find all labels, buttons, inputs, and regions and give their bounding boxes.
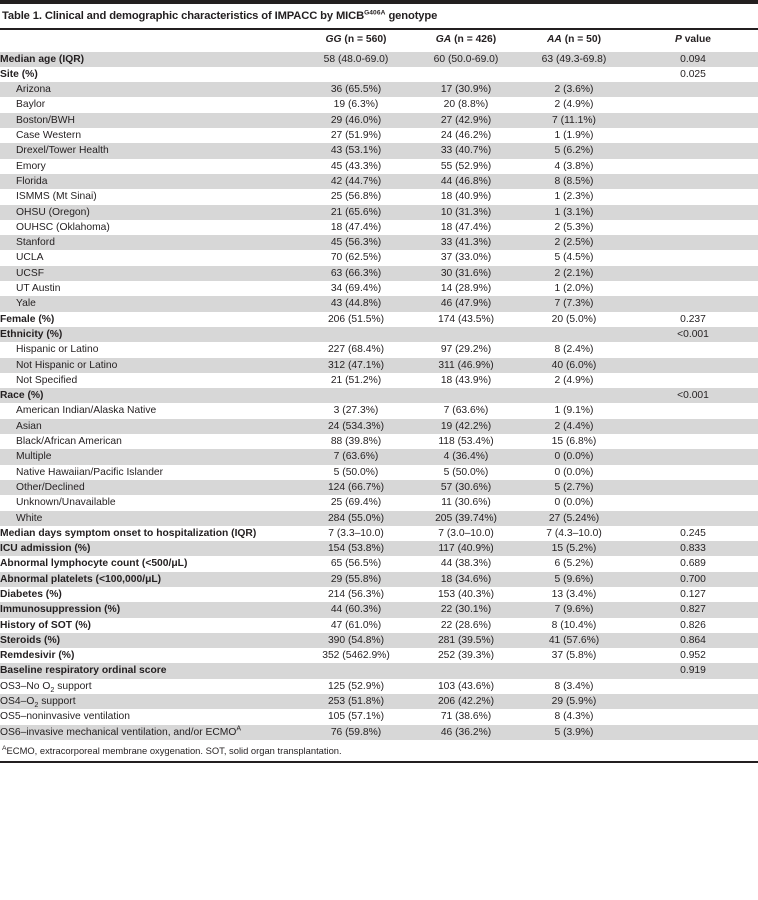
cell-p-value (628, 235, 758, 250)
cell-gg: 227 (68.4%) (300, 342, 412, 357)
table-row (0, 113, 758, 128)
cell-gg: 21 (65.6%) (300, 205, 412, 220)
cell-gg: 45 (43.3%) (300, 159, 412, 174)
cell-p-value (628, 266, 758, 281)
cell-p-value (628, 694, 758, 709)
cell-ga: 97 (29.2%) (412, 342, 520, 357)
row-label: Site (%) (0, 67, 300, 82)
cell-p-value (628, 159, 758, 174)
cell-ga: 18 (47.4%) (412, 220, 520, 235)
cell-gg: 5 (50.0%) (300, 465, 412, 480)
cell-p-value (628, 403, 758, 418)
cell-p-value (628, 511, 758, 526)
table-row (0, 97, 758, 112)
table-row (0, 587, 758, 602)
cell-gg: 44 (60.3%) (300, 602, 412, 617)
cell-p-value (628, 434, 758, 449)
cell-p-value: <0.001 (628, 388, 758, 403)
row-label: Baylor (0, 97, 300, 112)
cell-ga: 27 (42.9%) (412, 113, 520, 128)
cell-ga: 7 (3.0–10.0) (412, 526, 520, 541)
table-row (0, 205, 758, 220)
bottom-rule (0, 761, 758, 763)
cell-ga: 311 (46.9%) (412, 358, 520, 373)
row-label: American Indian/Alaska Native (0, 403, 300, 418)
cell-p-value (628, 205, 758, 220)
cell-ga: 103 (43.6%) (412, 679, 520, 694)
row-label: Asian (0, 419, 300, 434)
cell-p-value: 0.700 (628, 572, 758, 587)
cell-ga: 19 (42.2%) (412, 419, 520, 434)
row-label: $OS4-O_2$ support (0, 694, 300, 709)
cell-gg: 88 (39.8%) (300, 434, 412, 449)
row-label: OUHSC (Oklahoma) (0, 220, 300, 235)
cell-aa: 1 (1.9%) (520, 128, 628, 143)
cell-gg: 214 (56.3%) (300, 587, 412, 602)
cell-ga: 24 (46.2%) (412, 128, 520, 143)
table-row (0, 250, 758, 265)
table-row (0, 403, 758, 418)
table-title (2, 10, 756, 23)
cell-p-value: 0.952 (628, 648, 758, 663)
table-row (0, 633, 758, 648)
cell-aa: 2 (2.1%) (520, 266, 628, 281)
cell-aa: 15 (5.2%) (520, 541, 628, 556)
table-row (0, 82, 758, 97)
table-row (0, 220, 758, 235)
cell-aa (520, 388, 628, 403)
cell-aa: 63 (49.3-69.8) (520, 52, 628, 67)
table-row (0, 327, 758, 342)
table-row (0, 296, 758, 311)
cell-aa (520, 327, 628, 342)
table-row (0, 694, 758, 709)
cell-p-value (628, 679, 758, 694)
cell-p-value: 0.094 (628, 52, 758, 67)
cell-p-value (628, 419, 758, 434)
cell-aa: 13 (3.4%) (520, 587, 628, 602)
table-row (0, 358, 758, 373)
cell-p-value (628, 449, 758, 464)
row-label: OS6–invasive mechanical ventilation, and/or ECMO$^A$ (0, 725, 300, 740)
cell-aa: 37 (5.8%) (520, 648, 628, 663)
cell-p-value (628, 82, 758, 97)
cell-ga (412, 67, 520, 82)
cell-aa: 2 (5.3%) (520, 220, 628, 235)
row-label: Baseline respiratory ordinal score (0, 663, 300, 678)
cell-aa: 29 (5.9%) (520, 694, 628, 709)
cell-aa: 20 (5.0%) (520, 312, 628, 327)
aa-genotype-label: AA (546, 33, 562, 45)
row-label: Not Hispanic or Latino (0, 358, 300, 373)
cell-aa: 8 (8.5%) (520, 174, 628, 189)
row-label: Yale (0, 296, 300, 311)
cell-ga: 46 (47.9%) (412, 296, 520, 311)
cell-gg: 7 (3.3–10.0) (300, 526, 412, 541)
cell-ga: 117 (40.9%) (412, 541, 520, 556)
cell-gg: 284 (55.0%) (300, 511, 412, 526)
table-row (0, 419, 758, 434)
table-row (0, 189, 758, 204)
cell-gg (300, 663, 412, 678)
row-label: Florida (0, 174, 300, 189)
cell-p-value: 0.864 (628, 633, 758, 648)
table-row (0, 572, 758, 587)
p-value-word: value (681, 33, 712, 45)
cell-gg: 312 (47.1%) (300, 358, 412, 373)
cell-gg: 18 (47.4%) (300, 220, 412, 235)
cell-gg: 43 (44.8%) (300, 296, 412, 311)
row-label: UCSF (0, 266, 300, 281)
table-row (0, 648, 758, 663)
table-row (0, 388, 758, 403)
cell-p-value: 0.919 (628, 663, 758, 678)
cell-ga: 22 (28.6%) (412, 618, 520, 633)
cell-aa: 2 (4.4%) (520, 419, 628, 434)
row-label: ISMMS (Mt Sinai) (0, 189, 300, 204)
title-superscript: G406A (364, 9, 386, 17)
cell-gg: 206 (51.5%) (300, 312, 412, 327)
table-row (0, 143, 758, 158)
cell-aa: 5 (6.2%) (520, 143, 628, 158)
cell-p-value (628, 342, 758, 357)
cell-gg (300, 327, 412, 342)
cell-ga: 7 (63.6%) (412, 403, 520, 418)
cell-aa: 7 (9.6%) (520, 602, 628, 617)
cell-gg: 7 (63.6%) (300, 449, 412, 464)
cell-ga: 174 (43.5%) (412, 312, 520, 327)
cell-aa: 7 (7.3%) (520, 296, 628, 311)
table-row (0, 541, 758, 556)
cell-gg: 42 (44.7%) (300, 174, 412, 189)
cell-ga (412, 663, 520, 678)
cell-ga: 55 (52.9%) (412, 159, 520, 174)
cell-aa: 0 (0.0%) (520, 449, 628, 464)
cell-ga (412, 327, 520, 342)
cell-gg: 27 (51.9%) (300, 128, 412, 143)
cell-p-value (628, 174, 758, 189)
cell-aa: 4 (3.8%) (520, 159, 628, 174)
table-row (0, 373, 758, 388)
row-label: Ethnicity (%) (0, 327, 300, 342)
row-label: Abnormal lymphocyte count (<500/μL) (0, 556, 300, 571)
cell-p-value (628, 97, 758, 112)
cell-aa: 41 (57.6%) (520, 633, 628, 648)
cell-p-value: 0.025 (628, 67, 758, 82)
cell-ga: 44 (38.3%) (412, 556, 520, 571)
cell-ga: 4 (36.4%) (412, 449, 520, 464)
table-row (0, 449, 758, 464)
cell-p-value: 0.833 (628, 541, 758, 556)
cell-gg: 45 (56.3%) (300, 235, 412, 250)
cell-ga: 17 (30.9%) (412, 82, 520, 97)
cell-gg: 25 (69.4%) (300, 495, 412, 510)
cell-gg: 70 (62.5%) (300, 250, 412, 265)
row-label: ICU admission (%) (0, 541, 300, 556)
cell-aa: 0 (0.0%) (520, 465, 628, 480)
cell-ga: 18 (34.6%) (412, 572, 520, 587)
aa-n-label: (n = 50) (564, 33, 602, 45)
cell-ga: 11 (30.6%) (412, 495, 520, 510)
cell-aa: 6 (5.2%) (520, 556, 628, 571)
row-label: Unknown/Unavailable (0, 495, 300, 510)
row-label: Multiple (0, 449, 300, 464)
cell-ga: 118 (53.4%) (412, 434, 520, 449)
gg-n-label: (n = 560) (344, 33, 387, 45)
cell-gg: 125 (52.9%) (300, 679, 412, 694)
cell-ga: 33 (40.7%) (412, 143, 520, 158)
table-row (0, 159, 758, 174)
cell-ga: 60 (50.0-69.0) (412, 52, 520, 67)
table-row (0, 128, 758, 143)
cell-aa: 2 (4.9%) (520, 373, 628, 388)
cell-gg: 19 (6.3%) (300, 97, 412, 112)
table-row (0, 174, 758, 189)
cell-gg: 29 (46.0%) (300, 113, 412, 128)
row-label: Not Specified (0, 373, 300, 388)
cell-gg (300, 67, 412, 82)
cell-ga: 205 (39.74%) (412, 511, 520, 526)
column-header-gg (300, 30, 412, 52)
cell-gg: 76 (59.8%) (300, 725, 412, 740)
cell-p-value (628, 709, 758, 724)
cell-aa: 7 (11.1%) (520, 113, 628, 128)
clinical-characteristics-table (0, 30, 758, 740)
cell-aa: 2 (2.5%) (520, 235, 628, 250)
cell-aa: 1 (3.1%) (520, 205, 628, 220)
cell-p-value (628, 189, 758, 204)
cell-gg: 154 (53.8%) (300, 541, 412, 556)
cell-p-value: 0.237 (628, 312, 758, 327)
cell-p-value: 0.689 (628, 556, 758, 571)
cell-gg: 47 (61.0%) (300, 618, 412, 633)
cell-ga: 57 (30.6%) (412, 480, 520, 495)
table-row (0, 556, 758, 571)
row-label: Median days symptom onset to hospitalization (IQR) (0, 526, 300, 541)
cell-aa: 1 (9.1%) (520, 403, 628, 418)
cell-aa (520, 67, 628, 82)
cell-gg: 253 (51.8%) (300, 694, 412, 709)
cell-p-value (628, 725, 758, 740)
table-row (0, 480, 758, 495)
cell-ga: 5 (50.0%) (412, 465, 520, 480)
row-label: UCLA (0, 250, 300, 265)
p-italic: P (674, 33, 682, 45)
cell-p-value: 0.245 (628, 526, 758, 541)
table-row (0, 52, 758, 67)
row-label: White (0, 511, 300, 526)
row-label: Case Western (0, 128, 300, 143)
cell-ga: 206 (42.2%) (412, 694, 520, 709)
row-label: Hispanic or Latino (0, 342, 300, 357)
cell-p-value (628, 373, 758, 388)
row-label: Stanford (0, 235, 300, 250)
cell-ga: 153 (40.3%) (412, 587, 520, 602)
cell-aa: 5 (9.6%) (520, 572, 628, 587)
cell-p-value (628, 465, 758, 480)
cell-ga: 44 (46.8%) (412, 174, 520, 189)
cell-aa: 5 (3.9%) (520, 725, 628, 740)
cell-p-value (628, 358, 758, 373)
table-head (0, 30, 758, 52)
cell-aa: 7 (4.3–10.0) (520, 526, 628, 541)
cell-aa: 15 (6.8%) (520, 434, 628, 449)
table-row (0, 465, 758, 480)
cell-aa: 40 (6.0%) (520, 358, 628, 373)
table-row (0, 679, 758, 694)
cell-aa: 2 (4.9%) (520, 97, 628, 112)
cell-p-value (628, 296, 758, 311)
footnote-text: ECMO, extracorporeal membrane oxygenation. SOT, solid organ transplantation. (6, 744, 342, 756)
column-header-aa (520, 30, 628, 52)
cell-p-value (628, 480, 758, 495)
cell-aa: 8 (3.4%) (520, 679, 628, 694)
table-row (0, 526, 758, 541)
column-header-ga (412, 30, 520, 52)
cell-ga: 10 (31.3%) (412, 205, 520, 220)
cell-ga: 71 (38.6%) (412, 709, 520, 724)
cell-gg: 3 (27.3%) (300, 403, 412, 418)
cell-gg: 105 (57.1%) (300, 709, 412, 724)
cell-aa: 1 (2.0%) (520, 281, 628, 296)
table-row (0, 266, 758, 281)
cell-p-value (628, 220, 758, 235)
cell-p-value: 0.127 (628, 587, 758, 602)
row-label: Black/African American (0, 434, 300, 449)
cell-ga: 20 (8.8%) (412, 97, 520, 112)
cell-aa: 27 (5.24%) (520, 511, 628, 526)
row-label: UT Austin (0, 281, 300, 296)
cell-gg: 29 (55.8%) (300, 572, 412, 587)
table-row (0, 618, 758, 633)
title-text-before: Table 1. Clinical and demographic characteristics of IMPACC by MICB (2, 10, 365, 22)
title-container (0, 4, 758, 28)
row-label: Boston/BWH (0, 113, 300, 128)
row-label: Immunosuppression (%) (0, 602, 300, 617)
cell-ga: 18 (40.9%) (412, 189, 520, 204)
footnote-marker: A (2, 744, 7, 752)
cell-aa: 2 (3.6%) (520, 82, 628, 97)
row-label: Race (%) (0, 388, 300, 403)
cell-ga: 18 (43.9%) (412, 373, 520, 388)
column-header-p-value (628, 30, 758, 52)
cell-gg: 25 (56.8%) (300, 189, 412, 204)
cell-gg: 34 (69.4%) (300, 281, 412, 296)
cell-p-value (628, 495, 758, 510)
row-label: Drexel/Tower Health (0, 143, 300, 158)
cell-gg: 24 (534.3%) (300, 419, 412, 434)
cell-p-value (628, 113, 758, 128)
cell-p-value: 0.826 (628, 618, 758, 633)
row-label: Emory (0, 159, 300, 174)
row-label: Median age (IQR) (0, 52, 300, 67)
cell-gg: 21 (51.2%) (300, 373, 412, 388)
cell-gg: 390 (54.8%) (300, 633, 412, 648)
cell-p-value (628, 250, 758, 265)
cell-ga: 33 (41.3%) (412, 235, 520, 250)
table-row (0, 342, 758, 357)
cell-aa: 1 (2.3%) (520, 189, 628, 204)
cell-aa: 5 (4.5%) (520, 250, 628, 265)
row-label: Diabetes (%) (0, 587, 300, 602)
row-label: Female (%) (0, 312, 300, 327)
table-row (0, 725, 758, 740)
table-row (0, 434, 758, 449)
cell-gg: 65 (56.5%) (300, 556, 412, 571)
row-label: Other/Declined (0, 480, 300, 495)
cell-ga: 46 (36.2%) (412, 725, 520, 740)
cell-gg: 36 (65.5%) (300, 82, 412, 97)
cell-aa: 8 (4.3%) (520, 709, 628, 724)
table-row (0, 235, 758, 250)
table-row (0, 663, 758, 678)
table-row (0, 495, 758, 510)
cell-aa: 8 (10.4%) (520, 618, 628, 633)
row-label: Native Hawaiian/Pacific Islander (0, 465, 300, 480)
cell-p-value: 0.827 (628, 602, 758, 617)
cell-ga: 30 (31.6%) (412, 266, 520, 281)
row-label: OHSU (Oregon) (0, 205, 300, 220)
cell-aa: 0 (0.0%) (520, 495, 628, 510)
cell-ga: 14 (28.9%) (412, 281, 520, 296)
cell-gg: 124 (66.7%) (300, 480, 412, 495)
row-label: Arizona (0, 82, 300, 97)
row-label: Remdesivir (%) (0, 648, 300, 663)
table-body (0, 52, 758, 740)
row-label: OS5–noninvasive ventilation (0, 709, 300, 724)
cell-gg: 63 (66.3%) (300, 266, 412, 281)
row-label: Steroids (%) (0, 633, 300, 648)
cell-p-value (628, 143, 758, 158)
table-footnote (0, 740, 758, 761)
cell-aa (520, 663, 628, 678)
cell-ga: 37 (33.0%) (412, 250, 520, 265)
cell-gg (300, 388, 412, 403)
table-row (0, 67, 758, 82)
ga-n-label: (n = 426) (454, 33, 497, 45)
row-label: History of SOT (%) (0, 618, 300, 633)
table-header-row (0, 30, 758, 52)
cell-gg: 352 (5462.9%) (300, 648, 412, 663)
table-row (0, 511, 758, 526)
ga-genotype-label: GA (435, 33, 452, 45)
cell-ga: 22 (30.1%) (412, 602, 520, 617)
cell-p-value: <0.001 (628, 327, 758, 342)
table-row (0, 602, 758, 617)
cell-gg: 58 (48.0-69.0) (300, 52, 412, 67)
table-row (0, 709, 758, 724)
title-text-after: genotype (385, 10, 438, 22)
cell-ga: 281 (39.5%) (412, 633, 520, 648)
cell-aa: 5 (2.7%) (520, 480, 628, 495)
column-header-characteristic (0, 30, 300, 52)
row-label: OS3–No $O_2$ support (0, 679, 300, 694)
table-row (0, 281, 758, 296)
row-label: Abnormal platelets (<100,000/μL) (0, 572, 300, 587)
table-row (0, 312, 758, 327)
gg-genotype-label: GG (325, 33, 342, 45)
cell-p-value (628, 128, 758, 143)
cell-ga (412, 388, 520, 403)
cell-p-value (628, 281, 758, 296)
cell-ga: 252 (39.3%) (412, 648, 520, 663)
cell-aa: 8 (2.4%) (520, 342, 628, 357)
cell-gg: 43 (53.1%) (300, 143, 412, 158)
